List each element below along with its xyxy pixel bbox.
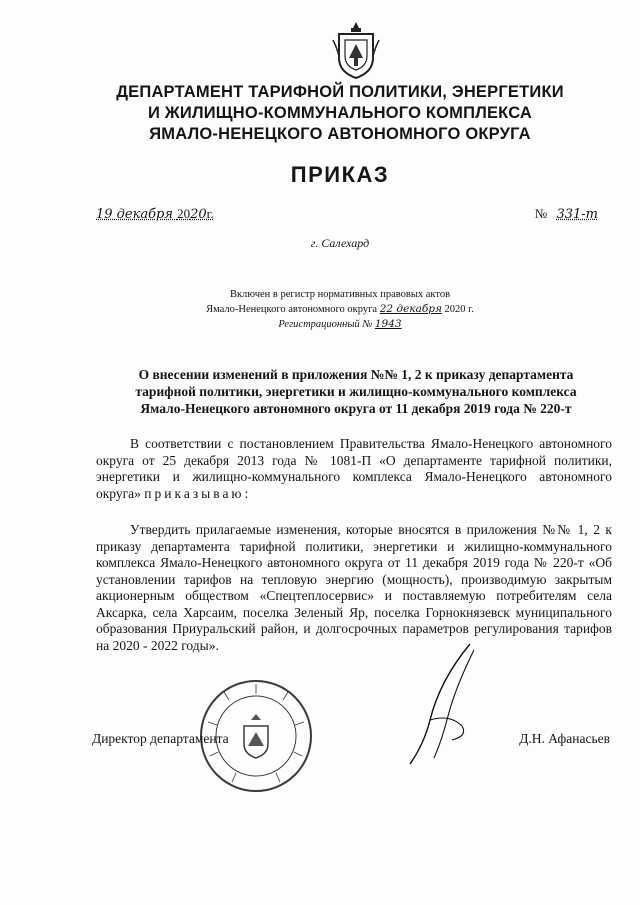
date-year-handwritten: 20 bbox=[190, 207, 207, 222]
header-line-1: ДЕПАРТАМЕНТ ТАРИФНОЙ ПОЛИТИКИ, ЭНЕРГЕТИКИ bbox=[116, 83, 564, 101]
registry-line-2 bbox=[170, 302, 510, 317]
signatory-position: Директор департамента bbox=[92, 731, 229, 746]
date-number-row bbox=[96, 206, 620, 230]
registry-line-1: Включен в регистр нормативных правовых актов bbox=[229, 289, 451, 300]
subject-line-3: Ямало-Ненецкого автономного округа от 11 декабря 2019 года № 220-т bbox=[140, 401, 572, 416]
document-type: ПРИКАЗ bbox=[290, 162, 390, 187]
city: г. Салехард bbox=[310, 236, 370, 250]
registry-line-3 bbox=[170, 317, 510, 332]
registry-number-handwritten: 1943 bbox=[374, 318, 402, 330]
order-subject bbox=[96, 366, 616, 417]
order-body-paragraph: Утвердить прилагаемые изменения, которые вносятся в приложения №№ 1, 2 к приказу департамента тарифной политики, энергетики и жилищно-коммунального комплекса Ямало-Ненецкого автономного округа от 11 декабря 2019 года № 220-т «Об установлении тарифов на тепловую энергию (мощность), производимую закрытым акционерным обществом «Спецтеплосервис» и поставляемую потребителям села Аксарка, села Харсаим, поселка Зеленый Яр, поселка Горнокнязевск муниципального образования Приуральский район, и долгосрочных параметров регулирования тарифов на 2020 - 2022 годы». bbox=[96, 522, 612, 653]
order-date bbox=[96, 206, 214, 222]
preamble-text: В соответствии с постановлением Правительства Ямало-Ненецкого автономного округа от 25 декабря 2013 года № 1081-П «О департаменте тарифной политики, энергетики и жилищно-коммунального комплекса Ямало-Ненецкого автономного округа» bbox=[96, 436, 612, 501]
coat-of-arms-icon bbox=[331, 18, 381, 80]
registry-number-label: Регистрационный № bbox=[278, 319, 373, 330]
subject-line-1: О внесении изменений в приложения №№ 1, 2 к приказу департамента bbox=[138, 367, 574, 382]
date-handwritten: 19 декабря bbox=[96, 207, 173, 222]
order-number bbox=[535, 206, 598, 222]
registry-date-handwritten: 22 декабря bbox=[379, 303, 442, 315]
registry-region: Ямало-Ненецкого автономного округа bbox=[206, 304, 378, 315]
header-line-2: И ЖИЛИЩНО-КОММУНАЛЬНОГО КОМПЛЕКСА bbox=[147, 104, 533, 122]
handwritten-signature bbox=[400, 640, 510, 770]
preamble-order-word: приказываю: bbox=[144, 485, 252, 501]
date-suffix: г. bbox=[206, 206, 214, 221]
preamble-paragraph bbox=[96, 436, 612, 502]
number-handwritten: 331-т bbox=[556, 207, 598, 222]
department-header bbox=[70, 82, 610, 145]
signatory-name: Д.Н. Афанасьев bbox=[519, 731, 610, 746]
number-label: № bbox=[534, 206, 548, 221]
header-line-3: ЯМАЛО-НЕНЕЦКОГО АВТОНОМНОГО ОКРУГА bbox=[149, 125, 531, 143]
date-year-prefix: 20 bbox=[177, 206, 191, 221]
registry-stamp bbox=[170, 288, 510, 332]
registry-year: 2020 г. bbox=[444, 304, 474, 315]
subject-line-2: тарифной политики, энергетики и жилищно-коммунального комплекса bbox=[135, 384, 577, 399]
